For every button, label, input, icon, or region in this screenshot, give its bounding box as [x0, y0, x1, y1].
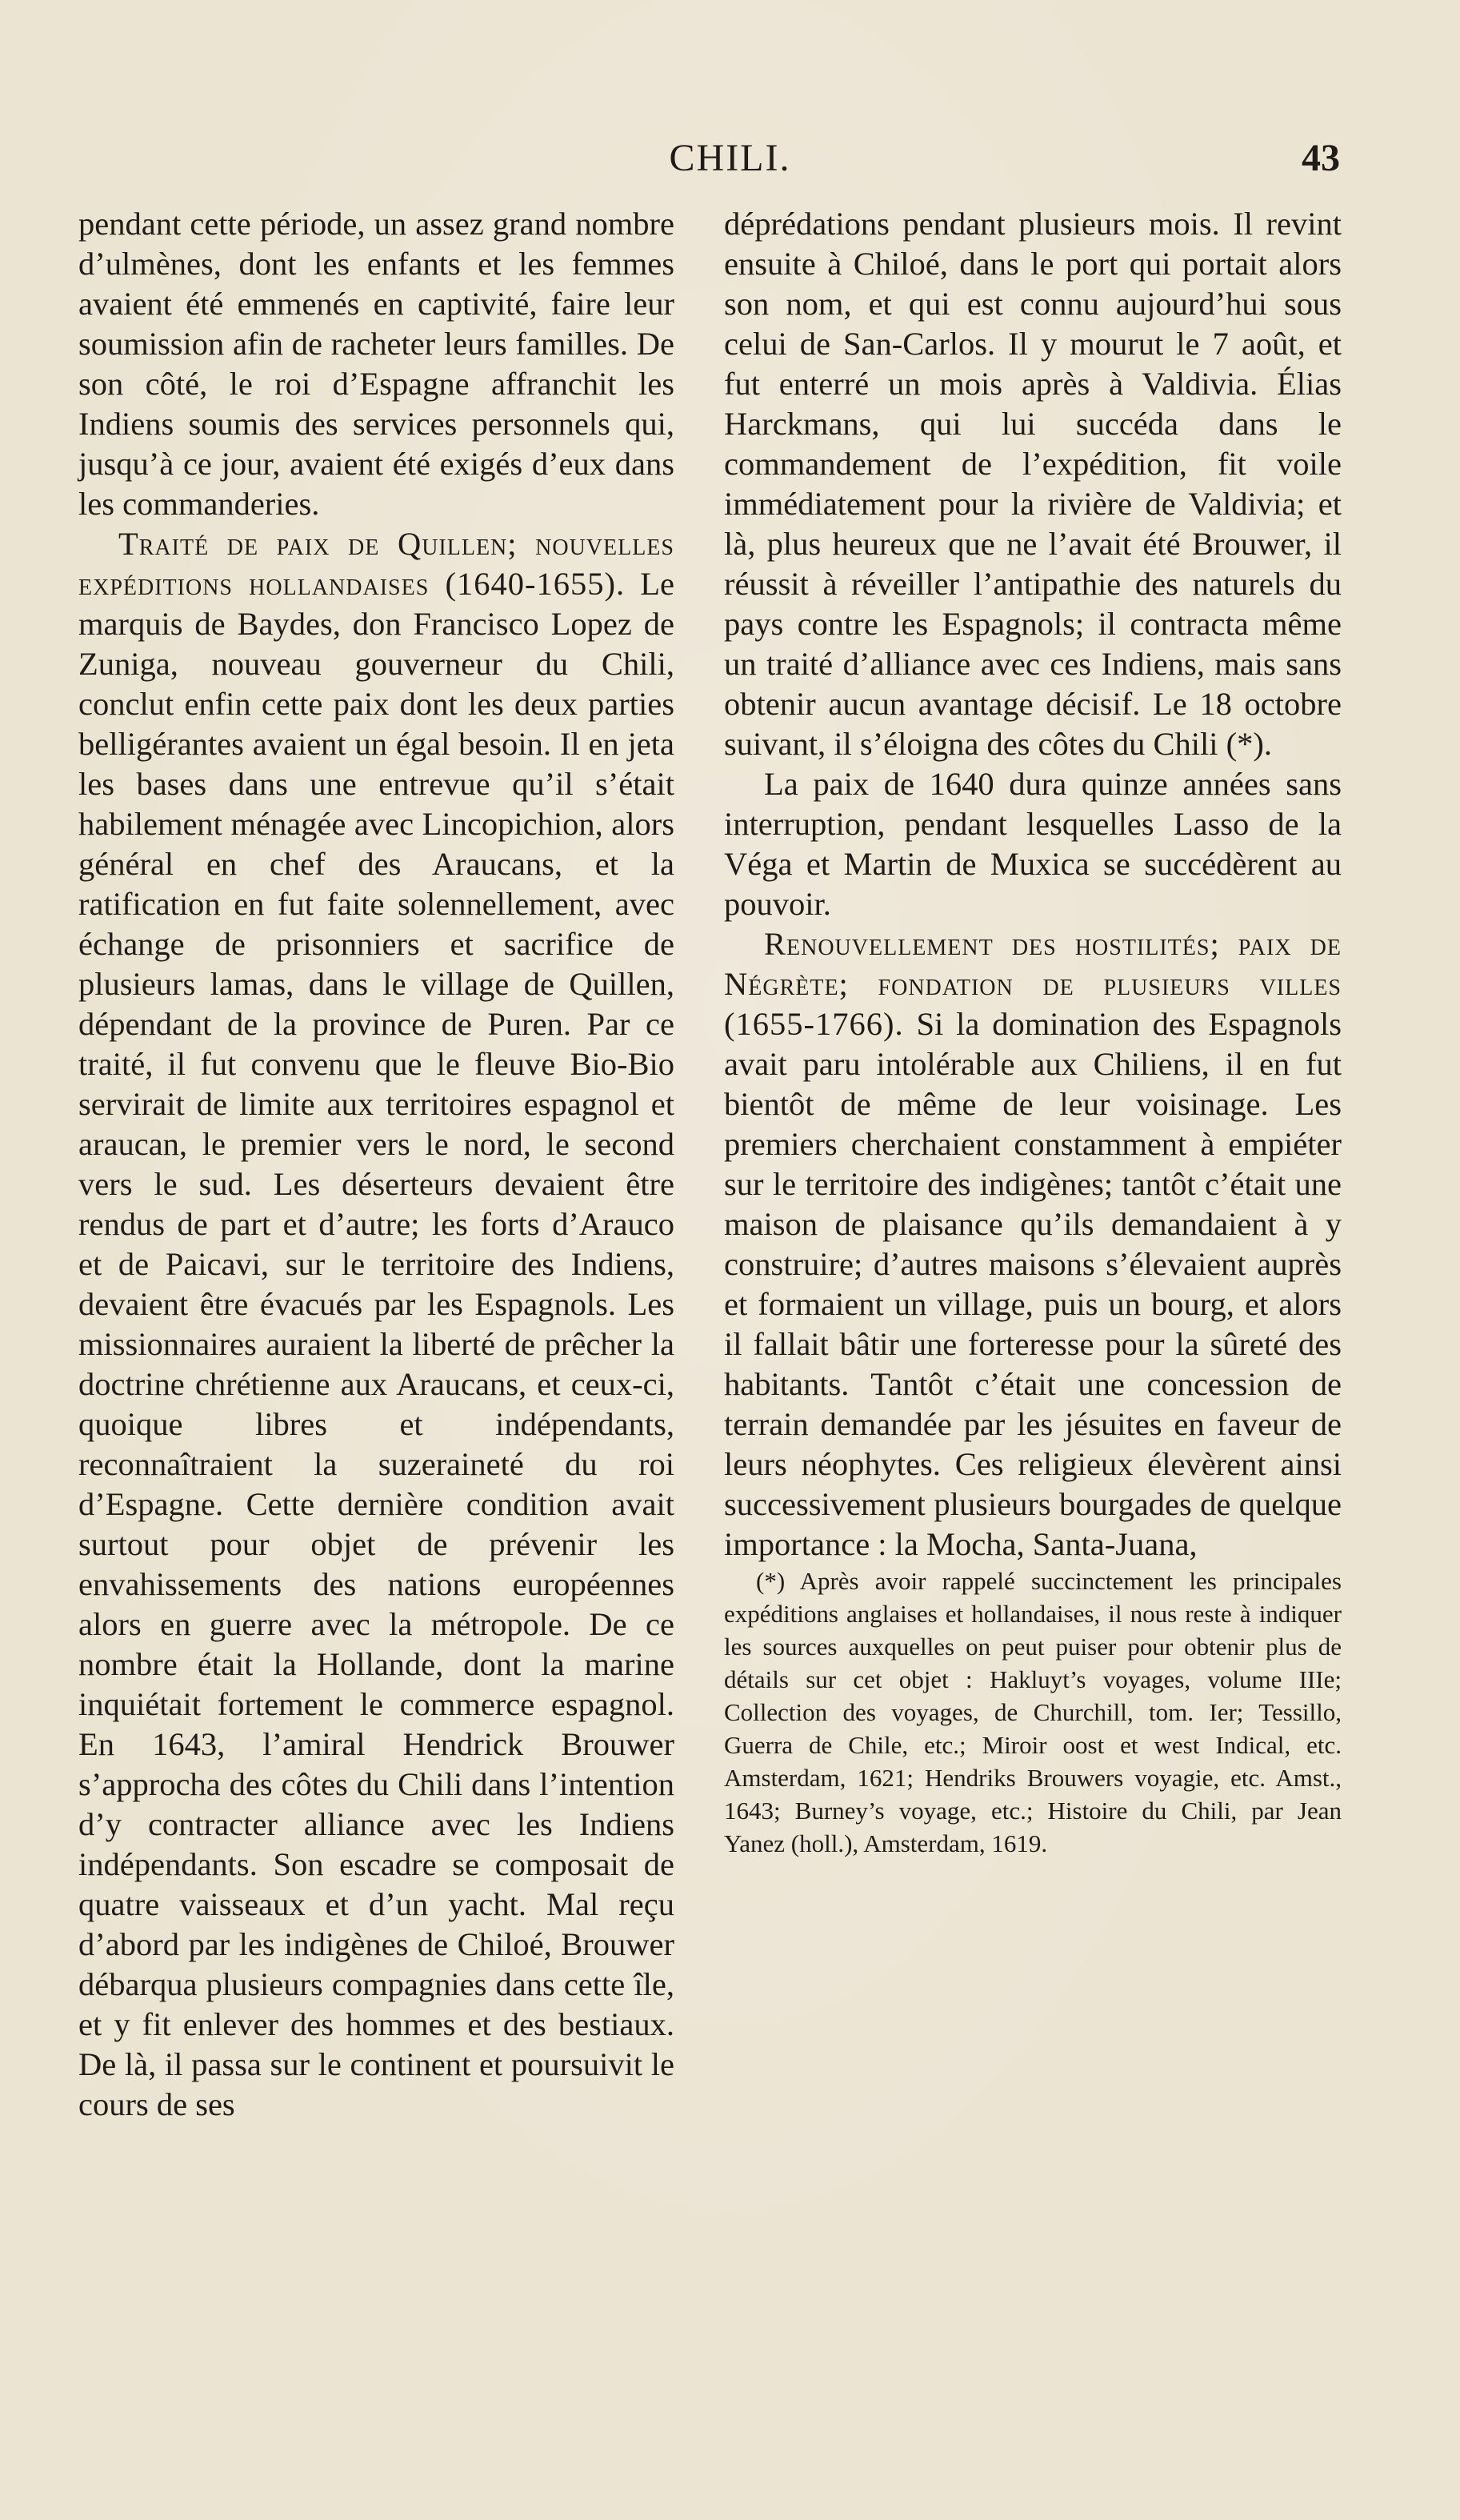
- page-number: 43: [1302, 137, 1340, 179]
- section-renouvellement: [724, 924, 1342, 1564]
- footnote: (*) Après avoir rappelé succinctement les principales expéditions anglaises et hollandaises, il nous reste à indiquer les sources auxquelles on peut puiser pour obtenir plus de détails sur cet objet : Hakluyt’s voyages, volume IIIe; Collection des voyages, de Churchill, tom. Ier; Tessillo, Guerra de Chile, etc.; Miroir oost et west Indical, etc. Amsterdam, 1621; Hendriks Brouwers voyagie, etc. Amst., 1643; Burney’s voyage, etc.; Histoire du Chili, par Jean Yanez (holl.), Amsterdam, 1619.: [724, 1567, 1342, 1857]
- section-quillen: [78, 524, 674, 2125]
- paragraph-renouvellement: Si la domination des Espagnols avait paru intolérable aux Chiliens, il en fut bientôt de même de leur voisinage. Les premiers cherchaient constamment à empiéter sur le territoire des indigènes; tantôt c’était une maison de plaisance qu’ils demandaient à y construire; d’autres maisons s’élevaient auprès et formaient un village, puis un bourg, et alors il fallait bâtir une forteresse pour la sûreté des habitants. Tantôt c’était une concession de terrain demandée par les jésuites en faveur de leurs néophytes. Ces religieux élevèrent ainsi successivement plusieurs bourgades de quelque importance : la Mocha, Santa-Juana,: [724, 1006, 1342, 1562]
- page-header: [0, 120, 1460, 184]
- right-column: [724, 204, 1342, 1860]
- section-heading-renouvellement: Renouvellement des hostilités; paix de Négrète; fondation de plusieurs villes (1655-1766).: [724, 926, 1342, 1042]
- paragraph-depredations: déprédations pendant plusieurs mois. Il revint ensuite à Chiloé, dans le port qui portait alors son nom, et qui est connu aujourd’hui sous celui de San-Carlos. Il y mourut le 7 août, et fut enterré un mois après à Valdivia. Élias Harckmans, qui lui succéda dans le commandement de l’expédition, fit voile immédiatement pour la rivière de Valdivia; et là, plus heureux que ne l’avait été Brouwer, il réussit à réveiller l’antipathie des naturels du pays contre les Espagnols; il contracta même un traité d’alliance avec ces Indiens, mais sans obtenir aucun avantage décisif. Le 18 octobre suivant, il s’éloigna des côtes du Chili (*).: [724, 206, 1342, 762]
- running-title: CHILI.: [669, 137, 791, 179]
- left-column: [78, 204, 674, 2125]
- paragraph-paix-1640: La paix de 1640 dura quinze années sans interruption, pendant lesquelles Lasso de la Véga et Martin de Muxica se succédèrent au pouvoir.: [724, 766, 1342, 922]
- paragraph-quillen: Le marquis de Baydes, don Francisco Lopez de Zuniga, nouveau gouverneur du Chili, conclut enfin cette paix dont les deux parties belligérantes avaient un égal besoin. Il en jeta les bases dans une entrevue qu’il s’était habilement ménagée avec Lincopichion, alors général en chef des Araucans, et la ratification en fut faite solennellement, avec échange de prisonniers et sacrifice de plusieurs lamas, dans le village de Quillen, dépendant de la province de Puren. Par ce traité, il fut convenu que le fleuve Bio-Bio servirait de limite aux territoires espagnol et araucan, le premier vers le nord, le second vers le sud. Les déserteurs devaient être rendus de part et d’autre; les forts d’Arauco et de Paicavi, sur le territoire des Indiens, devaient être évacués par les Espagnols. Les missionnaires auraient la liberté de prêcher la doctrine chrétienne aux Araucans, et ceux-ci, quoique libres et indépendants, reconnaîtraient la suzeraineté du roi d’Espagne. Cette dernière condition avait surtout pour objet de prévenir les envahissements des nations européennes alors en guerre avec la métropole. De ce nombre était la Hollande, dont la marine inquiétait fortement le commerce espagnol. En 1643, l’amiral Hendrick Brouwer s’approcha des côtes du Chili dans l’intention d’y contracter alliance avec les Indiens indépendants. Son escadre se composait de quatre vaisseaux et d’un yacht. Mal reçu d’abord par les indigènes de Chiloé, Brouwer débarqua plusieurs compagnies dans cette île, et y fit enlever des hommes et des bestiaux. De là, il passa sur le continent et poursuivit le cours de ses: [78, 566, 674, 2122]
- section-heading-quillen: Traité de paix de Quillen; nouvelles expéditions hollandaises (1640-1655).: [78, 526, 674, 602]
- paragraph-ulmenes: pendant cette période, un assez grand nombre d’ulmènes, dont les enfants et les femmes avaient été emmenés en captivité, faire leur soumission afin de racheter leurs familles. De son côté, le roi d’Espagne affranchit les Indiens soumis des services personnels qui, jusqu’à ce jour, avaient été exigés d’eux dans les commanderies.: [78, 206, 674, 522]
